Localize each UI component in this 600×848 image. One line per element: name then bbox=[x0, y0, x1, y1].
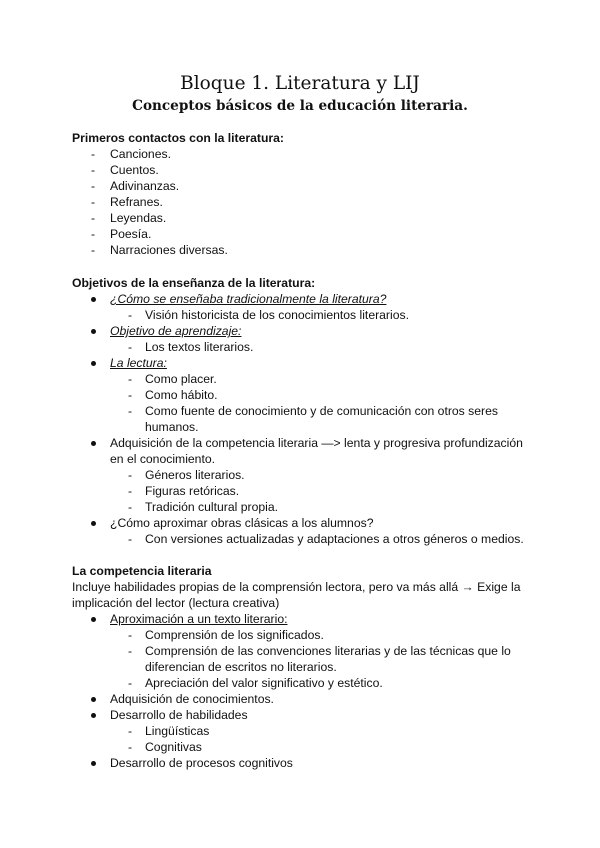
sub-item: Géneros literarios. bbox=[145, 468, 245, 482]
bullet-icon bbox=[91, 697, 96, 702]
bullet-item: La lectura: bbox=[110, 356, 167, 370]
sub-item: Como hábito. bbox=[145, 388, 218, 402]
list-item: Poesía. bbox=[110, 227, 152, 241]
list-item: Refranes. bbox=[110, 195, 163, 209]
sub-item: Comprensión de los significados. bbox=[145, 628, 324, 642]
section-heading-competencia: La competencia literaria bbox=[72, 564, 212, 578]
sub-item: Apreciación del valor significativo y estético. bbox=[145, 676, 383, 690]
page-subtitle: Conceptos básicos de la educación literaria. bbox=[132, 98, 468, 114]
bullet-icon bbox=[91, 297, 96, 302]
sub-item: Tradición cultural propia. bbox=[145, 500, 278, 514]
bullet-item: Adquisición de conocimientos. bbox=[110, 692, 274, 706]
bullet-icon bbox=[91, 441, 96, 446]
bullet-item: Desarrollo de procesos cognitivos bbox=[110, 756, 293, 770]
sub-item: Cognitivas bbox=[145, 740, 202, 754]
list-item: Adivinanzas. bbox=[110, 179, 180, 193]
bullet-item: Desarrollo de habilidades bbox=[110, 708, 248, 722]
list-item: Leyendas. bbox=[110, 211, 167, 225]
bullet-item: Objetivo de aprendizaje: bbox=[110, 324, 242, 338]
bullet-item: Adquisición de la competencia literaria —> lenta y progresiva profundización bbox=[110, 436, 523, 450]
bullet-icon bbox=[91, 521, 96, 526]
bullet-icon bbox=[91, 713, 96, 718]
list-item: Canciones. bbox=[110, 147, 171, 161]
sub-item-continuation: diferencian de escritos no literarios. bbox=[145, 660, 337, 674]
bullet-item-continuation: en el conocimiento. bbox=[110, 452, 216, 466]
sub-item: Lingüísticas bbox=[145, 724, 210, 738]
list-item: Narraciones diversas. bbox=[110, 243, 228, 257]
sub-item: Comprensión de las convenciones literarias y de las técnicas que lo bbox=[145, 644, 511, 658]
page-title: Bloque 1. Literatura y LIJ bbox=[180, 73, 420, 94]
bullet-icon bbox=[91, 329, 96, 334]
bullet-item: Aproximación a un texto literario: bbox=[110, 612, 288, 626]
sub-item: Figuras retóricas. bbox=[145, 484, 240, 498]
sub-item: Visión historicista de los conocimientos literarios. bbox=[145, 308, 409, 322]
sub-item: Los textos literarios. bbox=[145, 340, 254, 354]
paragraph-line: implicación del lector (lectura creativa) bbox=[72, 596, 280, 610]
sub-item: Con versiones actualizadas y adaptaciones a otros géneros o medios. bbox=[145, 532, 524, 546]
section-heading-primeros-contactos: Primeros contactos con la literatura: bbox=[72, 131, 284, 145]
sub-item: Como placer. bbox=[145, 372, 217, 386]
document-page: Bloque 1. Literatura y LIJ Conceptos básicos de la educación literaria. Primeros contactos con la literatura: - Canciones. - Cuentos. - Adivinanzas. - Refranes. - Leyendas. - Poesía. - Narraciones diversas. Objetivos de la enseñanza de la literatura: ¿Cómo se enseñaba tradicionalmente la literatura? - Visión historicista de los conocimientos literarios. Objetivo de aprendizaje: - Los textos literarios. La lectura: - Como placer. - Como hábito. - Como fuente de conocimiento y de comunicación con otros seres humanos. Adquisición de la competencia literaria —> lenta y progresiva profundización en el conocimiento. - Géneros literarios. - Figuras retóricas. - Tradición cultural propia. ¿Cómo aproximar obras clásicas a los alumnos? - Con versiones actualizadas y adaptaciones a otros géneros o medios. La competencia literaria Incluye habilidades propias de la comprensión lectora, pero va más allá → Exige la implicación del lector (lectura creativa) Aproximación a un texto literario: - Comprensión de los significados. - Comprensión de las convenciones literarias y de las técnicas que lo diferencian de escritos no literarios. - Apreciación del valor significativo y estético. Adquisición de conocimientos. Desarrollo de habilidades - Lingüísticas - Cognitivas Desarrollo de procesos cognitivos bbox=[0, 0, 600, 848]
bullet-icon bbox=[91, 761, 96, 766]
sub-item: Como fuente de conocimiento y de comunicación con otros seres bbox=[145, 404, 498, 418]
sub-item-continuation: humanos. bbox=[145, 420, 199, 434]
bullet-item: ¿Cómo se enseñaba tradicionalmente la literatura? bbox=[110, 292, 387, 306]
bullet-icon bbox=[91, 361, 96, 366]
bullet-icon bbox=[91, 617, 96, 622]
paragraph-line: Incluye habilidades propias de la comprensión lectora, pero va más allá → Exige la bbox=[72, 580, 521, 594]
list-item: Cuentos. bbox=[110, 163, 159, 177]
section-heading-objetivos: Objetivos de la enseñanza de la literatura: bbox=[72, 276, 316, 290]
bullet-item: ¿Cómo aproximar obras clásicas a los alumnos? bbox=[110, 516, 374, 530]
